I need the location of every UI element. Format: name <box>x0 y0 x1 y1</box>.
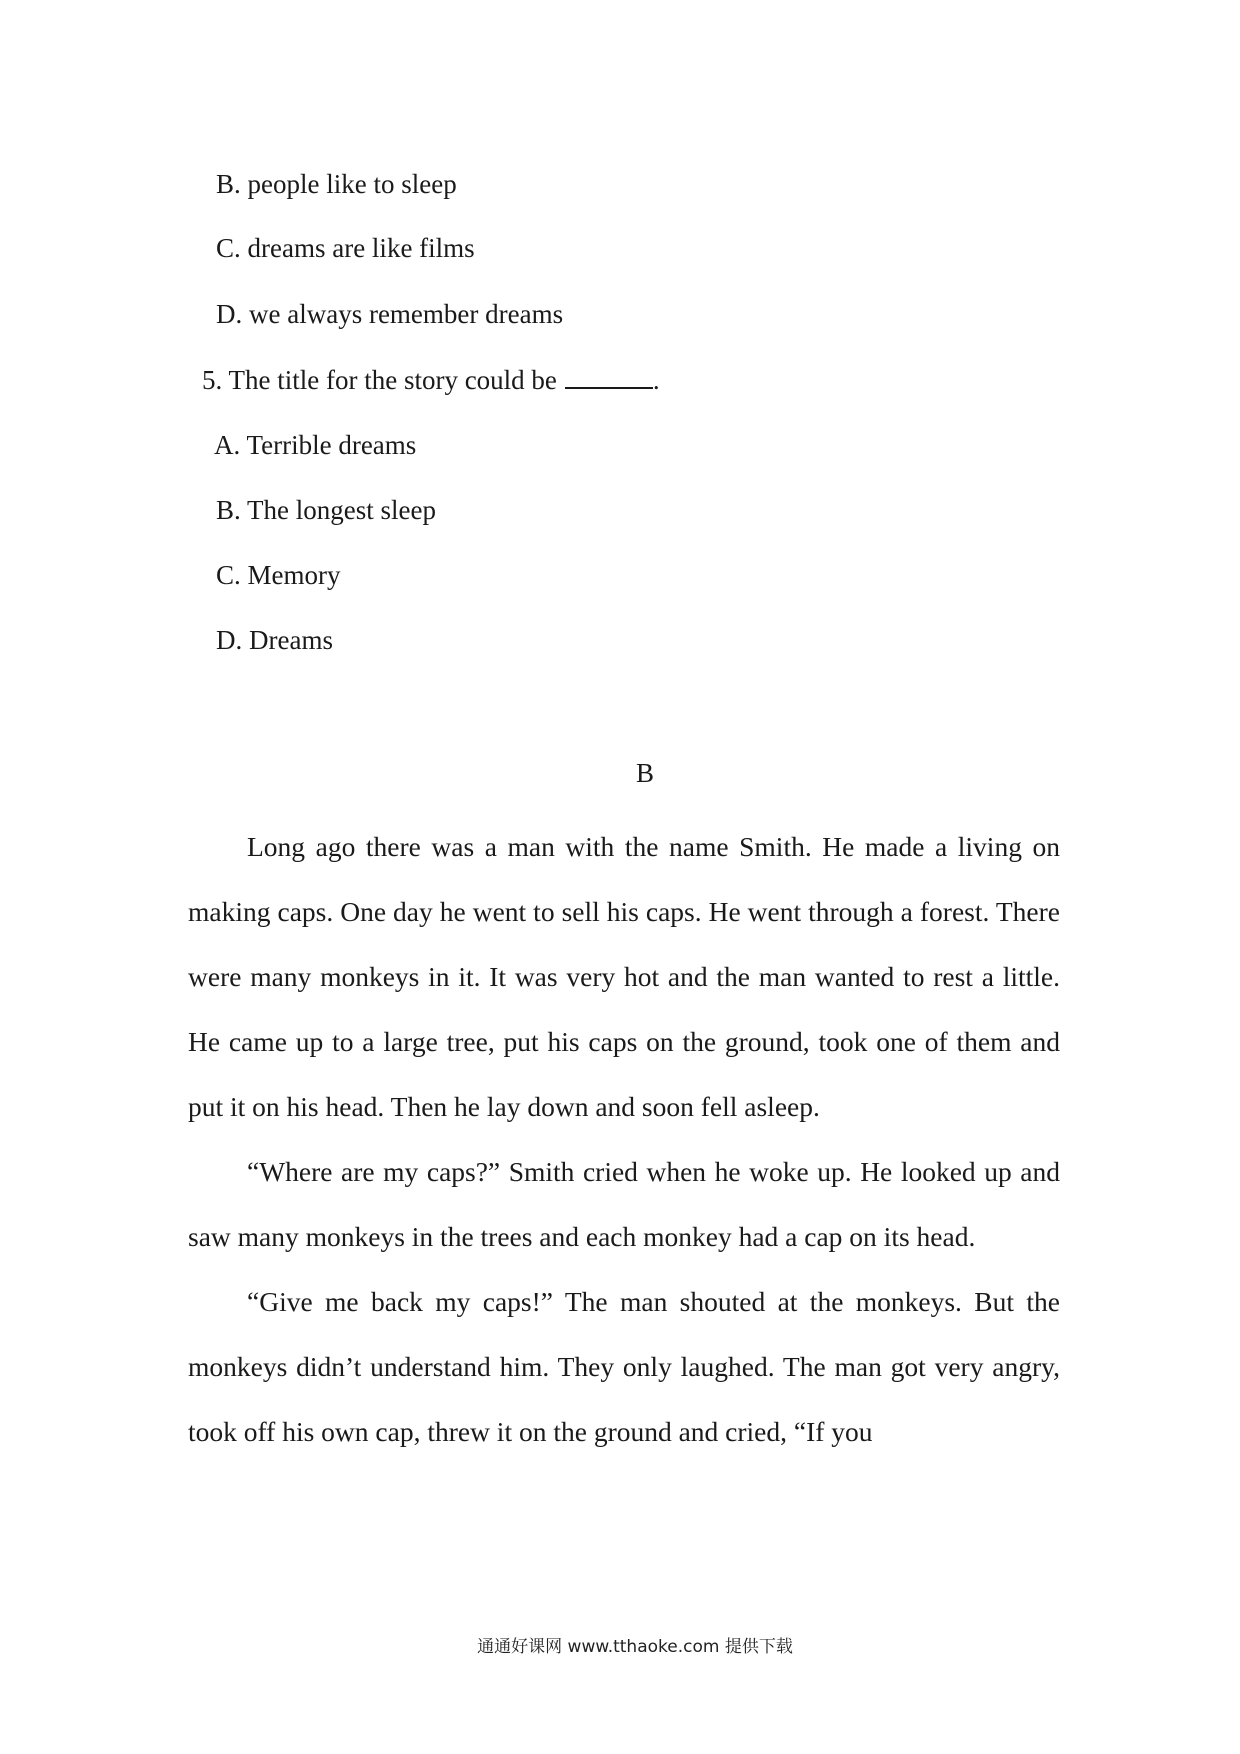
section-heading: B <box>635 758 654 788</box>
question-5 <box>202 363 660 397</box>
answer-blank <box>565 363 653 389</box>
passage-paragraph: “Where are my caps?” Smith cried when he woke up. He looked up and saw many monkeys in the trees and each monkey had a cap on its head. <box>188 1156 1060 1252</box>
option-4c: C. dreams are like films <box>216 233 475 263</box>
option-4d: D. we always remember dreams <box>216 299 564 329</box>
reading-passage <box>188 814 1060 1464</box>
passage-paragraph: “Give me back my caps!” The man shouted at the monkeys. But the monkeys didn’t understand him. They only laughed. The man got very angry, took off his own cap, threw it on the ground and cried, “If you <box>188 1286 1060 1447</box>
option-5d: D. Dreams <box>216 625 333 655</box>
option-5c: C. Memory <box>216 560 341 590</box>
question-5-text: 5. The title for the story could be <box>202 365 557 395</box>
page-footer: 通通好课网 www.tthaoke.com 提供下载 <box>477 1637 793 1657</box>
option-5b: B. The longest sleep <box>216 495 436 525</box>
passage-paragraph: Long ago there was a man with the name Smith. He made a living on making caps. One day he went to sell his caps. He went through a forest. There were many monkeys in it. It was very hot and the man wanted to rest a little. He came up to a large tree, put his caps on the ground, took one of them and put it on his head. Then he lay down and soon fell asleep. <box>188 831 1060 1122</box>
option-4b: B. people like to sleep <box>216 169 457 199</box>
option-5a: A. Terrible dreams <box>214 430 417 460</box>
question-5-end-punct: . <box>652 365 660 395</box>
